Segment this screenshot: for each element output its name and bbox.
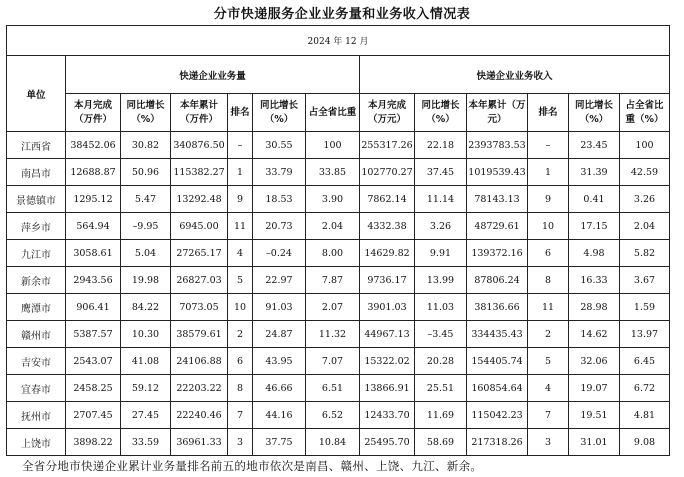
- table-cell: 25495.70: [360, 429, 415, 456]
- table-cell: 5.04: [121, 240, 171, 267]
- table-cell: 3.26: [415, 213, 467, 240]
- table-cell: 139372.16: [467, 240, 528, 267]
- table-cell: 38136.66: [467, 294, 528, 321]
- table-cell: 3: [228, 429, 253, 456]
- table-row: [7, 213, 670, 240]
- table-cell: 33.85: [306, 159, 360, 186]
- table-row: [7, 186, 670, 213]
- table-cell: 33.59: [121, 429, 171, 456]
- table-cell: 2458.25: [66, 375, 121, 402]
- table-cell: 26827.03: [171, 267, 228, 294]
- table-cell: 11.69: [415, 402, 467, 429]
- table-cell: 11: [528, 294, 569, 321]
- table-cell: 2393783.53: [467, 132, 528, 159]
- table-cell: 102770.27: [360, 159, 415, 186]
- row-region: 新余市: [7, 267, 66, 294]
- table-row: [7, 159, 670, 186]
- table-cell: 10: [228, 294, 253, 321]
- table-cell: 78143.13: [467, 186, 528, 213]
- header-vol-share: 占全省比重: [306, 94, 360, 132]
- report-date: 2024 年 12 月: [7, 26, 670, 56]
- table-cell: 22.18: [415, 132, 467, 159]
- table-cell: 6: [528, 240, 569, 267]
- table-cell: 59.12: [121, 375, 171, 402]
- table-cell: 15322.02: [360, 348, 415, 375]
- table-cell: 6.52: [306, 402, 360, 429]
- table-cell: 154405.74: [467, 348, 528, 375]
- table-cell: 31.39: [569, 159, 620, 186]
- table-cell: 46.66: [253, 375, 306, 402]
- table-row: [7, 402, 670, 429]
- table-cell: 5: [528, 348, 569, 375]
- table-cell: –: [228, 132, 253, 159]
- table-cell: 12433.70: [360, 402, 415, 429]
- table-cell: 11.14: [415, 186, 467, 213]
- table-cell: 2943.56: [66, 267, 121, 294]
- row-region: 江西省: [7, 132, 66, 159]
- table-cell: 8: [228, 375, 253, 402]
- table-cell: 1.59: [620, 294, 670, 321]
- table-cell: 5: [228, 267, 253, 294]
- table-cell: 1295.12: [66, 186, 121, 213]
- table-row: [7, 348, 670, 375]
- table-cell: 44967.13: [360, 321, 415, 348]
- table-cell: 37.75: [253, 429, 306, 456]
- table-cell: 115382.27: [171, 159, 228, 186]
- table-cell: 38579.61: [171, 321, 228, 348]
- table-cell: 2707.45: [66, 402, 121, 429]
- table-cell: 13.97: [620, 321, 670, 348]
- table-cell: 7862.14: [360, 186, 415, 213]
- table-cell: 41.08: [121, 348, 171, 375]
- table-cell: 27265.17: [171, 240, 228, 267]
- table-cell: 100: [306, 132, 360, 159]
- table-row: [7, 429, 670, 456]
- header-vol-ytd-yoy: 同比增长（%）: [253, 94, 306, 132]
- table-cell: 22203.22: [171, 375, 228, 402]
- header-rev-month: 本月完成（万元）: [360, 94, 415, 132]
- table-cell: 23.45: [569, 132, 620, 159]
- table-cell: 7.87: [306, 267, 360, 294]
- table-cell: 7.07: [306, 348, 360, 375]
- table-cell: 14.62: [569, 321, 620, 348]
- table-cell: 50.96: [121, 159, 171, 186]
- table-cell: 160854.64: [467, 375, 528, 402]
- table-cell: 43.95: [253, 348, 306, 375]
- table-cell: 217318.26: [467, 429, 528, 456]
- table-cell: 31.01: [569, 429, 620, 456]
- table-cell: –0.24: [253, 240, 306, 267]
- header-rev-ytd: 本年累计（万元）: [467, 94, 528, 132]
- row-region: 鹰潭市: [7, 294, 66, 321]
- table-cell: 6.45: [620, 348, 670, 375]
- table-row: [7, 321, 670, 348]
- table-cell: –9.95: [121, 213, 171, 240]
- header-rev-yoy: 同比增长（%）: [415, 94, 467, 132]
- table-cell: –3.45: [415, 321, 467, 348]
- table-row: [7, 267, 670, 294]
- table-cell: 1: [228, 159, 253, 186]
- table-cell: 38452.06: [66, 132, 121, 159]
- header-vol-month: 本月完成（万件）: [66, 94, 121, 132]
- table-cell: 32.06: [569, 348, 620, 375]
- table-cell: 9.91: [415, 240, 467, 267]
- table-cell: 2.04: [620, 213, 670, 240]
- table-cell: 0.41: [569, 186, 620, 213]
- table-cell: 4: [228, 240, 253, 267]
- table-cell: 13292.48: [171, 186, 228, 213]
- table-cell: 4.81: [620, 402, 670, 429]
- header-rev-rank: 排名: [528, 94, 569, 132]
- table-cell: 37.45: [415, 159, 467, 186]
- table-cell: 7: [528, 402, 569, 429]
- table-cell: 906.41: [66, 294, 121, 321]
- row-region: 宜春市: [7, 375, 66, 402]
- row-region: 九江市: [7, 240, 66, 267]
- table-cell: 10.30: [121, 321, 171, 348]
- table-cell: 19.07: [569, 375, 620, 402]
- table-row: [7, 240, 670, 267]
- table-cell: 4.98: [569, 240, 620, 267]
- table-cell: 9736.17: [360, 267, 415, 294]
- table-cell: 3.67: [620, 267, 670, 294]
- table-cell: 10: [528, 213, 569, 240]
- table-cell: –: [528, 132, 569, 159]
- table-cell: 58.69: [415, 429, 467, 456]
- table-row: [7, 375, 670, 402]
- table-cell: 16.33: [569, 267, 620, 294]
- table-cell: 2.07: [306, 294, 360, 321]
- table-cell: 3901.03: [360, 294, 415, 321]
- header-unit: 单位: [7, 56, 66, 132]
- table-cell: 19.98: [121, 267, 171, 294]
- table-cell: 17.15: [569, 213, 620, 240]
- table-cell: 19.51: [569, 402, 620, 429]
- table-cell: 3.90: [306, 186, 360, 213]
- table-cell: 255317.26: [360, 132, 415, 159]
- table-cell: 24106.88: [171, 348, 228, 375]
- table-cell: 12688.87: [66, 159, 121, 186]
- table-cell: 13.99: [415, 267, 467, 294]
- table-cell: 4: [528, 375, 569, 402]
- table-cell: 7073.05: [171, 294, 228, 321]
- row-region: 赣州市: [7, 321, 66, 348]
- table-cell: 3898.22: [66, 429, 121, 456]
- row-region: 景德镇市: [7, 186, 66, 213]
- table-cell: 5387.57: [66, 321, 121, 348]
- table-cell: 7: [228, 402, 253, 429]
- row-region: 南昌市: [7, 159, 66, 186]
- table-cell: 28.98: [569, 294, 620, 321]
- table-cell: 3: [528, 429, 569, 456]
- row-region: 抚州市: [7, 402, 66, 429]
- table-cell: 11.03: [415, 294, 467, 321]
- table-cell: 8: [528, 267, 569, 294]
- table-cell: 48729.61: [467, 213, 528, 240]
- table-cell: 1019539.43: [467, 159, 528, 186]
- table-cell: 13866.91: [360, 375, 415, 402]
- row-region: 吉安市: [7, 348, 66, 375]
- table-cell: 340876.50: [171, 132, 228, 159]
- table-cell: 33.79: [253, 159, 306, 186]
- table-row: [7, 132, 670, 159]
- table-cell: 3.26: [620, 186, 670, 213]
- table-cell: 4332.38: [360, 213, 415, 240]
- table-cell: 5.82: [620, 240, 670, 267]
- table-cell: 11.32: [306, 321, 360, 348]
- table-cell: 27.45: [121, 402, 171, 429]
- table-cell: 100: [620, 132, 670, 159]
- report-title: 分市快递服务企业业务量和业务收入情况表: [213, 7, 471, 22]
- header-vol-yoy: 同比增长（%）: [121, 94, 171, 132]
- table-cell: 91.03: [253, 294, 306, 321]
- header-volume-group: 快递企业业务量: [66, 56, 360, 94]
- row-region: 上饶市: [7, 429, 66, 456]
- table-cell: 2.04: [306, 213, 360, 240]
- express-report-table: [6, 25, 670, 456]
- table-cell: 9.08: [620, 429, 670, 456]
- table-cell: 10.84: [306, 429, 360, 456]
- table-cell: 2: [228, 321, 253, 348]
- table-cell: 5.47: [121, 186, 171, 213]
- table-cell: 20.73: [253, 213, 306, 240]
- table-cell: 2: [528, 321, 569, 348]
- table-cell: 11: [228, 213, 253, 240]
- table-cell: 24.87: [253, 321, 306, 348]
- table-cell: 564.94: [66, 213, 121, 240]
- row-region: 萍乡市: [7, 213, 66, 240]
- table-cell: 6.51: [306, 375, 360, 402]
- table-cell: 3058.61: [66, 240, 121, 267]
- table-cell: 44.16: [253, 402, 306, 429]
- table-cell: 1: [528, 159, 569, 186]
- header-vol-ytd: 本年累计（万件）: [171, 94, 228, 132]
- table-cell: 6.72: [620, 375, 670, 402]
- footnote: 全省分地市快递企业累计业务量排名前五的地市依次是南昌、赣州、上饶、九江、新余。: [22, 459, 483, 473]
- table-cell: 115042.23: [467, 402, 528, 429]
- table-cell: 9: [228, 186, 253, 213]
- table-cell: 334435.43: [467, 321, 528, 348]
- header-rev-share: 占全省比重（%）: [620, 94, 670, 132]
- table-cell: 2543.07: [66, 348, 121, 375]
- table-cell: 42.59: [620, 159, 670, 186]
- table-cell: 22.97: [253, 267, 306, 294]
- table-cell: 6: [228, 348, 253, 375]
- table-cell: 84.22: [121, 294, 171, 321]
- table-cell: 8.00: [306, 240, 360, 267]
- table-cell: 25.51: [415, 375, 467, 402]
- table-cell: 30.82: [121, 132, 171, 159]
- table-row: [7, 294, 670, 321]
- table-cell: 9: [528, 186, 569, 213]
- table-cell: 36961.33: [171, 429, 228, 456]
- table-cell: 20.28: [415, 348, 467, 375]
- header-revenue-group: 快递企业业务收入: [360, 56, 670, 94]
- table-cell: 14629.82: [360, 240, 415, 267]
- table-cell: 30.55: [253, 132, 306, 159]
- header-rev-ytd-yoy: 同比增长（%）: [569, 94, 620, 132]
- table-cell: 6945.00: [171, 213, 228, 240]
- table-cell: 22240.46: [171, 402, 228, 429]
- table-cell: 18.53: [253, 186, 306, 213]
- header-vol-rank: 排名: [228, 94, 253, 132]
- table-cell: 87806.24: [467, 267, 528, 294]
